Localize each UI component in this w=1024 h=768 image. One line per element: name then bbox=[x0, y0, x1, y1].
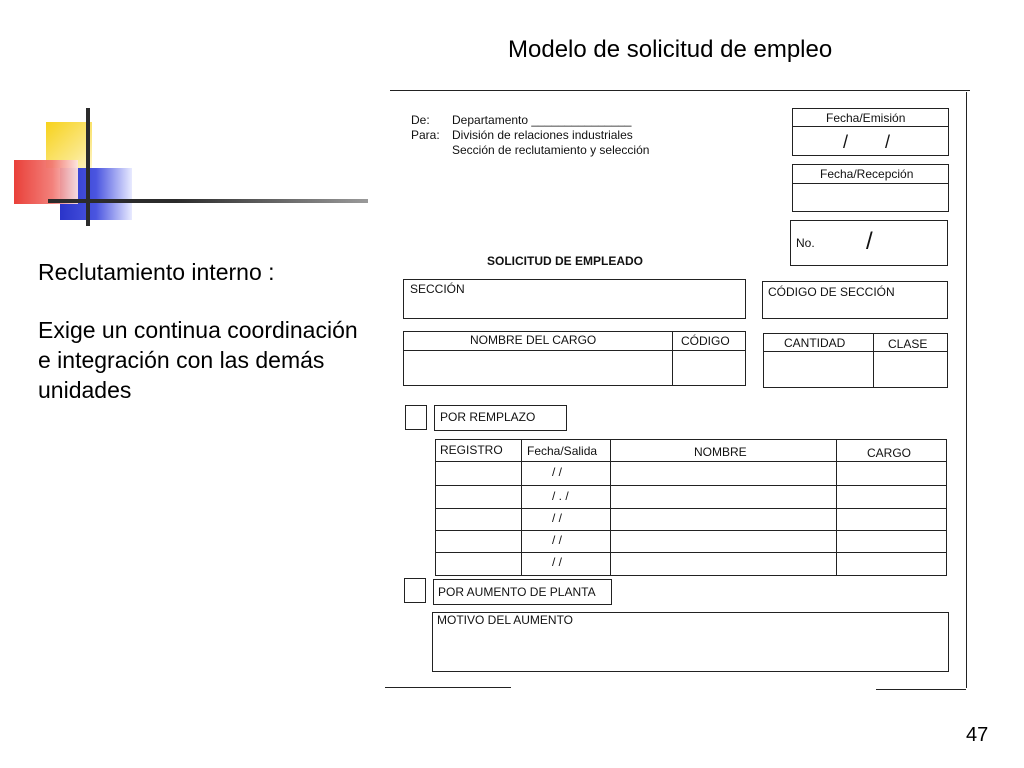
departamento-label: Departamento _______________ bbox=[452, 113, 632, 127]
form-bottom-edge-right bbox=[876, 689, 966, 690]
body-line-1: Exige un continua coordinación bbox=[38, 317, 358, 343]
form-bottom-edge-left bbox=[385, 687, 511, 688]
codigo-seccion-label: CÓDIGO DE SECCIÓN bbox=[768, 285, 895, 299]
numero-label: No. bbox=[796, 236, 815, 250]
slide-number: 47 bbox=[966, 724, 989, 746]
form-right-edge bbox=[966, 92, 967, 688]
para-label: Para: bbox=[411, 128, 440, 142]
para-line-2: Sección de reclutamiento y selección bbox=[452, 143, 650, 157]
codigo-label: CÓDIGO bbox=[681, 334, 730, 348]
slide-title: Modelo de solicitud de empleo bbox=[508, 36, 833, 63]
para-line-1: División de relaciones industriales bbox=[452, 128, 633, 142]
por-remplazo-label: POR REMPLAZO bbox=[440, 410, 536, 424]
form-title: SOLICITUD DE EMPLEADO bbox=[487, 254, 644, 268]
cargo-header: CARGO bbox=[867, 446, 912, 460]
body-line-2: e integración con las demás bbox=[38, 347, 325, 373]
cantidad-label: CANTIDAD bbox=[784, 336, 846, 350]
fecha-emision-label: Fecha/Emisión bbox=[826, 111, 906, 125]
motivo-aumento-label: MOTIVO DEL AUMENTO bbox=[437, 613, 574, 627]
seccion-label: SECCIÓN bbox=[410, 282, 465, 296]
nombre-cargo-label: NOMBRE DEL CARGO bbox=[470, 333, 597, 347]
date-slash-row-2: / . / bbox=[552, 489, 569, 503]
fecha-recepcion-label: Fecha/Recepción bbox=[820, 167, 914, 181]
section-heading: Reclutamiento interno : bbox=[38, 259, 275, 285]
form-top-edge bbox=[390, 90, 970, 91]
por-remplazo-checkbox bbox=[405, 405, 427, 430]
nombre-header: NOMBRE bbox=[694, 445, 747, 459]
por-aumento-checkbox bbox=[404, 578, 426, 603]
registro-header: REGISTRO bbox=[440, 443, 503, 457]
date-slash-row-3: / / bbox=[552, 511, 563, 525]
date-slash-row-5: / / bbox=[552, 555, 563, 569]
date-slash-row-1: / / bbox=[552, 465, 563, 479]
clase-label: CLASE bbox=[888, 337, 928, 351]
de-label: De: bbox=[411, 113, 430, 127]
body-line-3: unidades bbox=[38, 377, 132, 403]
date-slash-row-4: / / bbox=[552, 533, 563, 547]
por-aumento-label: POR AUMENTO DE PLANTA bbox=[438, 585, 596, 599]
fecha-salida-header: Fecha/Salida bbox=[527, 444, 598, 458]
